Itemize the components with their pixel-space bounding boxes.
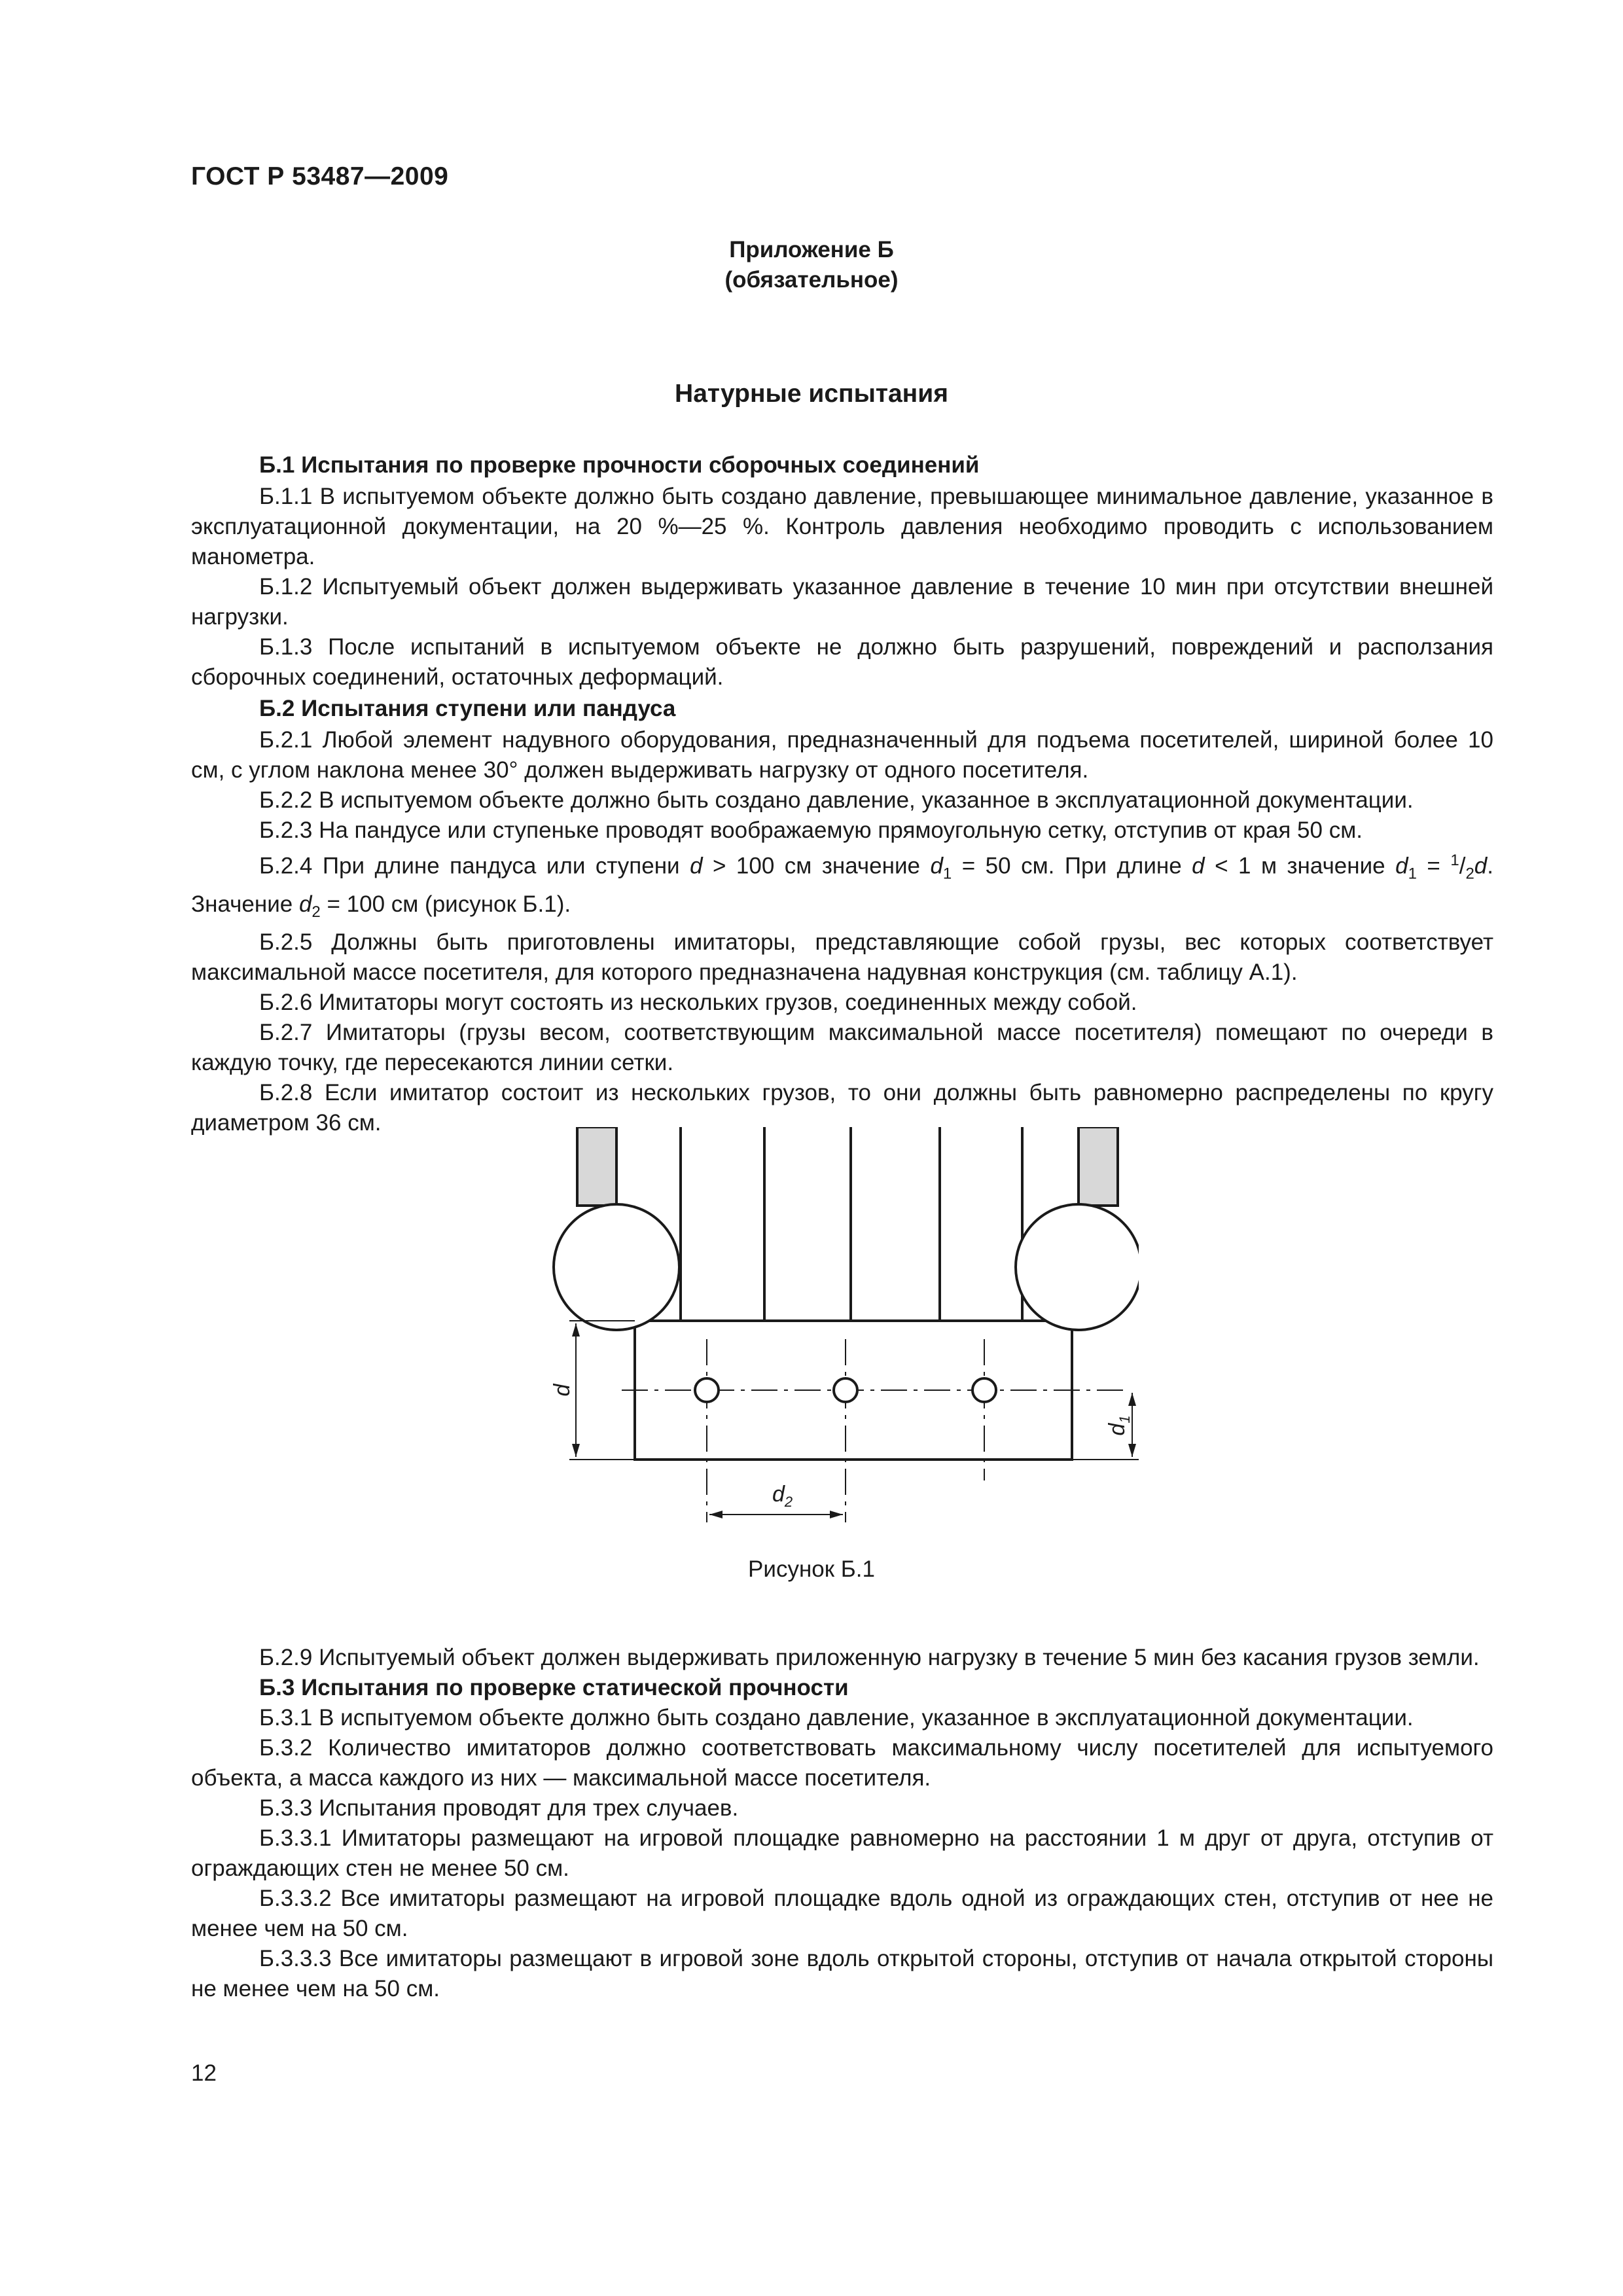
paragraph-b2-7: Б.2.7 Имитаторы (грузы весом, соответствующим максимальной массе посетителя) помещают по очереди в каждую точку, где пересекаются линии сетки. xyxy=(191,1019,1493,1075)
paragraph-b2-5: Б.2.5 Должны быть приготовлены имитаторы, представляющие собой грузы, вес которых соответствует максимальной массе посетителя, для которого предназначена надувная конструкция (см. таблицу А.1). xyxy=(191,929,1493,985)
paragraph-b3-3: Б.3.3 Испытания проводят для трех случаев. xyxy=(259,1795,739,1821)
section-heading-b3: Б.3 Испытания по проверке статической прочности xyxy=(259,1675,849,1700)
paragraph-b2-8: Б.2.8 Если имитатор состоит из нескольких грузов, то они должны быть равномерно распределены по кругу диаметром 36 см. xyxy=(191,1079,1493,1136)
dimension-d2: $d_2$ xyxy=(772,1482,793,1510)
paragraph-b2-4: Б.2.4 При длине пандуса или ступени d > 100 см значение $d_1 = 50$ см. При длине d < 1 м значение $d_1 = ^1/_2d$. Значение $d_2 = 100$ см (рисунок Б.1). xyxy=(191,852,1493,921)
paragraph-b1-1: Б.1.1 В испытуемом объекте должно быть создано давление, превышающее минимальное давление, указанное в эксплуатационной документации, на 20 %—25 %. Контроль давления необходимо проводить с использованием манометра. xyxy=(191,484,1493,569)
right-tube xyxy=(1016,1204,1139,1330)
paragraph-b3-3-3: Б.3.3.3 Все имитаторы размещают в игровой зоне вдоль открытой стороны, отступив от начала открытой стороны не менее чем на 50 см. xyxy=(191,1946,1493,2001)
right-wall xyxy=(1079,1127,1118,1206)
annex-status: (обязательное) xyxy=(724,267,899,293)
lower-content xyxy=(191,1643,1493,2004)
paragraph-b2-9: Б.2.9 Испытуемый объект должен выдерживать приложенную нагрузку в течение 5 мин без касания грузов земли. xyxy=(259,1645,1480,1670)
paragraph-b2-2: Б.2.2 В испытуемом объекте должно быть создано давление, указанное в эксплуатационной документации. xyxy=(259,787,1414,813)
paragraph-b1-2: Б.1.2 Испытуемый объект должен выдерживать указанное давление в течение 10 мин при отсутствии внешней нагрузки. xyxy=(191,574,1493,630)
page-title: Натурные испытания xyxy=(675,380,948,408)
load-point-3 xyxy=(972,1378,996,1402)
paragraph-b1-3: Б.1.3 После испытаний в испытуемом объекте не должно быть разрушений, повреждений и расползания сборочных соединений, остаточных деформаций. xyxy=(191,634,1493,690)
paragraph-b3-1: Б.3.1 В испытуемом объекте должно быть создано давление, указанное в эксплуатационной документации. xyxy=(259,1705,1414,1731)
paragraph-b2-1: Б.2.1 Любой элемент надувного оборудования, предназначенный для подъема посетителей, шириной более 10 см, с углом наклона менее 30° должен выдерживать нагрузку от одного посетителя. xyxy=(191,727,1493,783)
dimension-d1: $d_1$ xyxy=(1105,1415,1133,1436)
main-content xyxy=(191,449,1493,1138)
document-code: ГОСТ Р 53487—2009 xyxy=(191,162,449,190)
paragraph-b2-6: Б.2.6 Имитаторы могут состоять из нескольких грузов, соединенных между собой. xyxy=(259,989,1137,1015)
section-heading-b1: Б.1 Испытания по проверке прочности сборочных соединений xyxy=(259,452,980,478)
left-tube xyxy=(554,1204,679,1330)
left-wall xyxy=(577,1127,616,1206)
load-point-2 xyxy=(834,1378,857,1402)
dimension-d: d xyxy=(550,1384,575,1397)
load-point-1 xyxy=(695,1378,719,1402)
paragraph-b3-3-1: Б.3.3.1 Имитаторы размещают на игровой площадке равномерно на расстоянии 1 м друг от друга, отступив от ограждающих стен не менее 50 см. xyxy=(191,1825,1493,1881)
paragraph-b2-3: Б.2.3 На пандусе или ступеньке проводят воображаемую прямоугольную сетку, отступив от края 50 см. xyxy=(259,817,1363,843)
section-heading-b2: Б.2 Испытания ступени или пандуса xyxy=(259,696,676,721)
paragraph-b3-2: Б.3.2 Количество имитаторов должно соответствовать максимальному числу посетителей для испытуемого объекта, а масса каждого из них — максимальной массе посетителя. xyxy=(191,1735,1493,1791)
figure-b1 xyxy=(550,1127,1139,1546)
annex-title: Приложение Б xyxy=(729,237,894,262)
paragraph-b3-3-2: Б.3.3.2 Все имитаторы размещают на игровой площадке вдоль одной из ограждающих стен, отступив от нее не менее чем на 50 см. xyxy=(191,1886,1493,1941)
figure-caption: Рисунок Б.1 xyxy=(748,1556,875,1582)
page-number: 12 xyxy=(191,2060,217,2086)
